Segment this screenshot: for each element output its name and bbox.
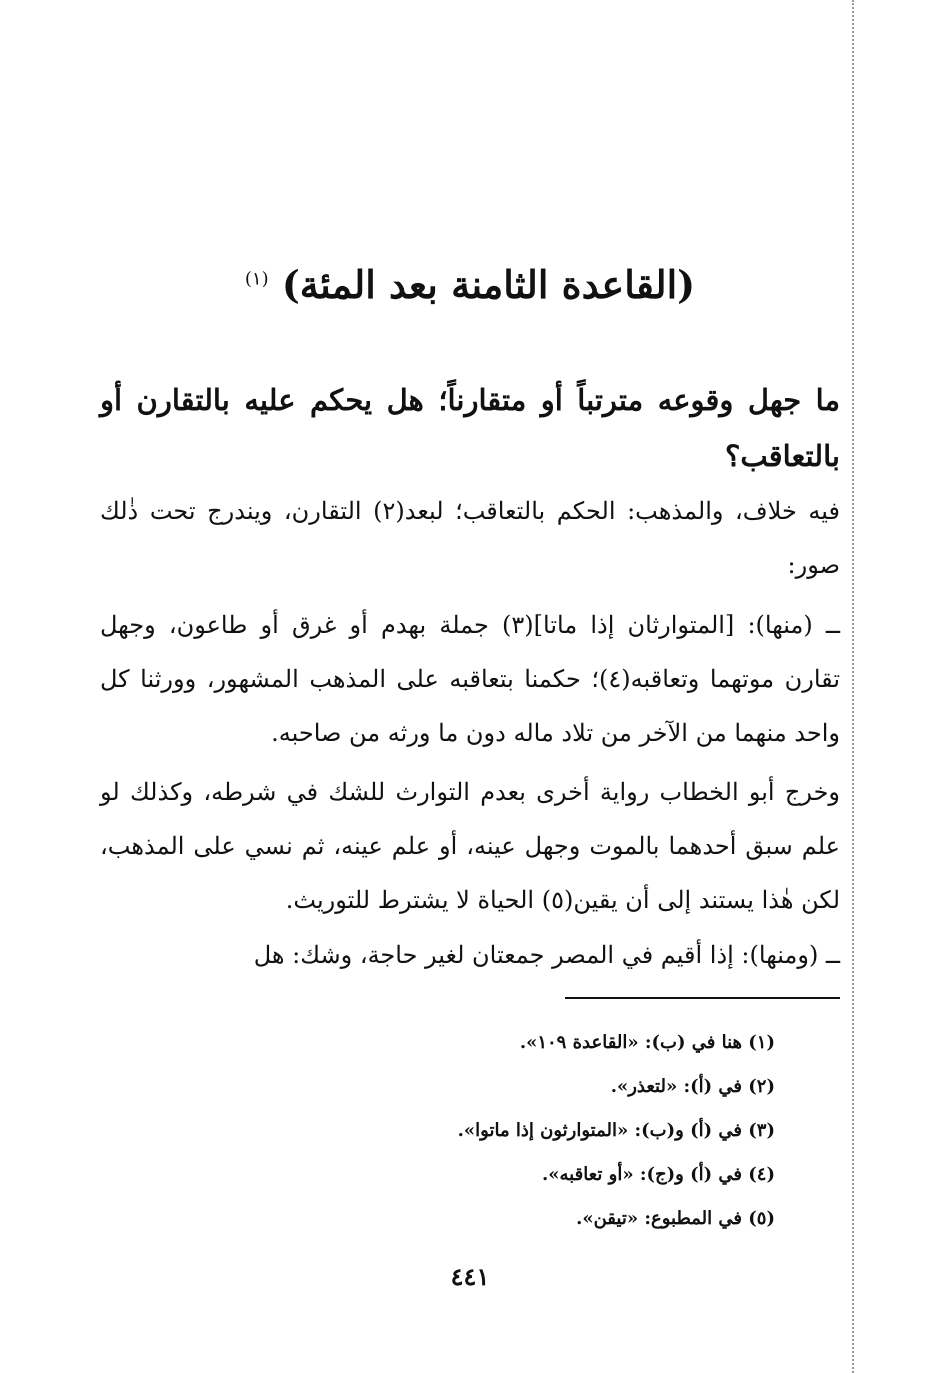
rule-title-text: (القاعدة الثامنة بعد المئة) xyxy=(281,262,696,307)
rule-title-footnote-ref: (١) xyxy=(244,268,269,290)
rule-title xyxy=(100,262,840,307)
paragraph-abu-al-khattab: وخرج أبو الخطاب رواية أخرى بعدم التوارث للشك في شرطه، وكذلك لو علم سبق أحدهما بالموت وجهل عينه، أو علم عينه، ثم نسي على المذهب، لكن هٰذا يستند إلى أن يقين(٥) الحياة لا يشترط للتوريث. xyxy=(100,778,840,914)
paragraph-intro: فيه خلاف، والمذهب: الحكم بالتعاقب؛ لبعد(٢) التقارن، ويندرج تحت ذٰلك صور: xyxy=(100,497,840,579)
footnote-4: (٤) في (أ) و(ج): «أو تعاقبه». xyxy=(541,1164,775,1185)
paragraph-first-case: ــ (منها): [المتوارثان إذا ماتا](٣) جملة بهدم أو غرق أو طاعون، وجهل تقارن موتهما وتعاقبه(٤)؛ حكمنا بتعاقبه على المذهب المشهور، وورثنا كل واحد منهما من الآخر من تلاد ماله دون ما ورثه من صاحبه. xyxy=(100,611,841,747)
footnote-2: (٢) في (أ): «لتعذر». xyxy=(610,1076,775,1097)
rule-question: ما جهل وقوعه مترتباً أو متقارناً؛ هل يحكم عليه بالتقارن أو بالتعاقب؟ xyxy=(100,383,840,473)
footnote-3: (٣) في (أ) و(ب): «المتوارثون إذا ماتوا». xyxy=(457,1120,775,1141)
footnote-separator xyxy=(565,997,840,999)
footnote-5: (٥) في المطبوع: «تيقن». xyxy=(576,1208,775,1229)
book-page xyxy=(100,0,840,1373)
page-edge-dots xyxy=(852,0,854,1373)
footnotes-list xyxy=(100,1021,775,1241)
footnote-1: (١) هنا في (ب): «القاعدة ١٠٩». xyxy=(519,1032,775,1053)
paragraph-second-case: ــ (ومنها): إذا أقيم في المصر جمعتان لغير حاجة، وشك: هل xyxy=(253,941,840,969)
page-number: ٤٤١ xyxy=(450,1262,490,1291)
